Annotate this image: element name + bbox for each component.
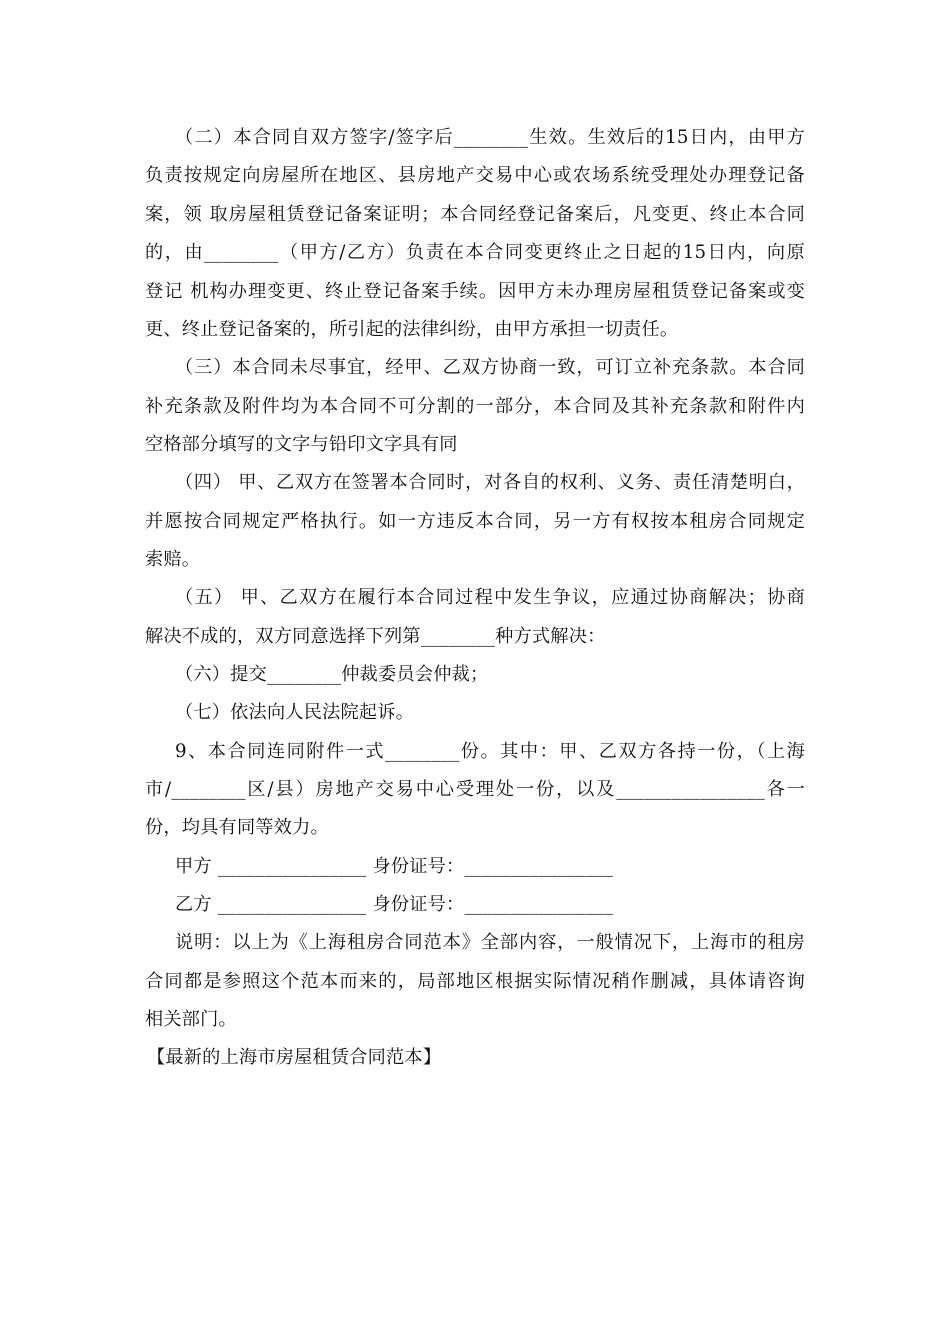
clause-2-line-2: 负责按规定向房屋所在地区、县房地产交易中心或农场系统受理处办理登记备: [145, 165, 805, 186]
clause-3-line-2: 补充条款及附件均为本合同不可分割的一部分，本合同及其补充条款和附件内: [145, 396, 805, 417]
clause-4-line-1: （四） 甲、乙双方在签署本合同时，对各自的权利、义务、责任清楚明白，: [175, 472, 805, 493]
closing-title: 【最新的上海市房屋租赁合同范本】: [147, 1047, 442, 1068]
clause-5-line-1: （五） 甲、乙双方在履行本合同过程中发生争议，应通过协商解决；协商: [175, 587, 805, 608]
clause-9-line-2: 市/________区/县）房地产交易中心受理处一份，以及________________各一: [145, 779, 805, 800]
clause-9-line-3: 份，均具有同等效力。: [145, 817, 329, 838]
clause-6-line: （六）提交________仲裁委员会仲裁；: [175, 664, 489, 685]
party-b-signature-line: 乙方 ________________ 身份证号：________________: [175, 894, 614, 915]
clause-2-line-3: 案，领 取房屋租赁登记备案证明；本合同经登记备案后，凡变更、终止本合同: [145, 204, 805, 225]
note-line-2: 合同都是参照这个范本而来的，局部地区根据实际情况稍作删减，具体请咨询: [145, 971, 805, 992]
clause-3-line-1: （三）本合同未尽事宜，经甲、乙双方协商一致，可订立补充条款。本合同: [175, 357, 805, 378]
clause-2-line-1: （二）本合同自双方签字/签字后________生效。生效后的15日内，由甲方: [175, 127, 805, 148]
note-line-1: 说明：以上为《上海租房合同范本》全部内容，一般情况下，上海市的租房: [175, 932, 805, 953]
clause-4-line-3: 索赔。: [145, 549, 201, 570]
clause-2-line-4: 的，由________（甲方/乙方）负责在本合同变更终止之日起的15日内，向原: [145, 242, 805, 263]
clause-4-line-2: 并愿按合同规定严格执行。如一方违反本合同，另一方有权按本租房合同规定: [145, 511, 805, 532]
clause-3-line-3: 空格部分填写的文字与铅印文字具有同: [145, 434, 458, 455]
party-a-signature-line: 甲方 ________________ 身份证号：________________: [175, 856, 614, 877]
clause-2-line-6: 更、终止登记备案的，所引起的法律纠纷，由甲方承担一切责任。: [145, 319, 679, 340]
note-line-3: 相关部门。: [145, 1009, 237, 1030]
clause-2-line-5: 登记 机构办理变更、终止登记备案手续。因甲方未办理房屋租赁登记备案或变: [145, 281, 805, 302]
clause-9-line-1: 9、本合同连同附件一式________份。其中：甲、乙双方各持一份，（上海: [175, 741, 805, 762]
clause-7-line: （七）依法向人民法院起诉。: [175, 702, 415, 723]
clause-5-line-2: 解决不成的，双方同意选择下列第________种方式解决：: [145, 626, 606, 647]
